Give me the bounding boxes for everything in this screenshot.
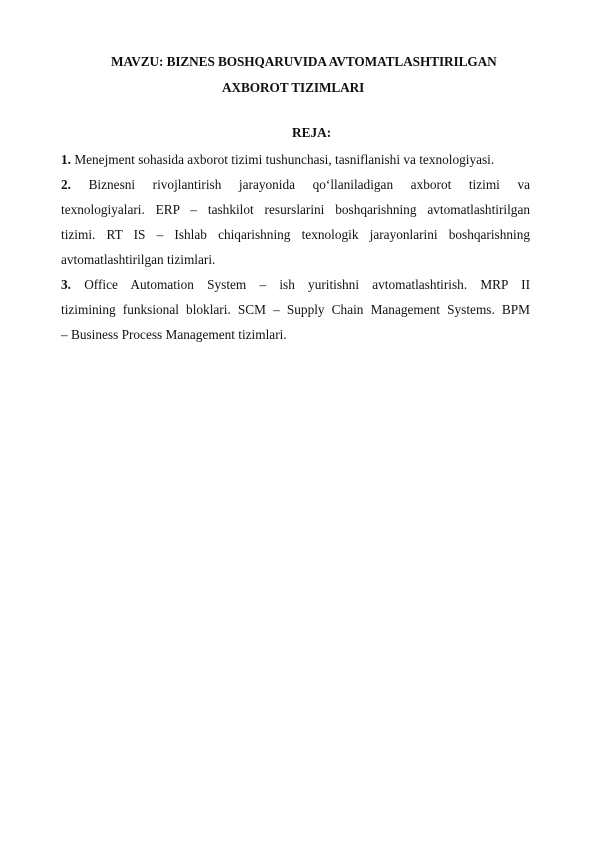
plan-heading: REJA: (292, 125, 332, 140)
document-title-line-1: MAVZU: BIZNES BOSHQARUVIDA AVTOMATLASHTIRILGAN (111, 54, 497, 69)
plan-item-text: Office Automation System – ish yuritishni avtomatlashtirish. MRP II (84, 277, 530, 292)
plan-item-2-line-3: tizimi. RT IS – Ishlab chiqarishning texnologik jarayonlarini boshqarishning (61, 227, 530, 242)
plan-item-3 (61, 277, 530, 293)
plan-item-2-line-4: avtomatlashtirilgan tizimlari. (61, 252, 216, 267)
plan-item-3-line-3: – Business Process Management tizimlari. (61, 327, 287, 342)
plan-item-2-line-2: texnologiyalari. ERP – tashkilot resurslarini boshqarishning avtomatlashtirilgan (61, 202, 530, 217)
plan-item-number: 1. (61, 152, 71, 167)
plan-item-text: Menejment sohasida axborot tizimi tushunchasi, tasniflanishi va texnologiyasi. (74, 152, 495, 167)
plan-item-2 (61, 177, 530, 193)
plan-item-3-line-2: tizimining funksional bloklari. SCM – Supply Chain Management Systems. BPM (61, 302, 530, 317)
plan-item-text: Biznesni rivojlantirish jarayonida qo‘llaniladigan axborot tizimi va (88, 177, 530, 192)
plan-item-1 (61, 152, 494, 168)
plan-item-number: 3. (61, 277, 71, 292)
plan-item-number: 2. (61, 177, 71, 192)
document-title-line-2: AXBOROT TIZIMLARI (222, 80, 365, 95)
